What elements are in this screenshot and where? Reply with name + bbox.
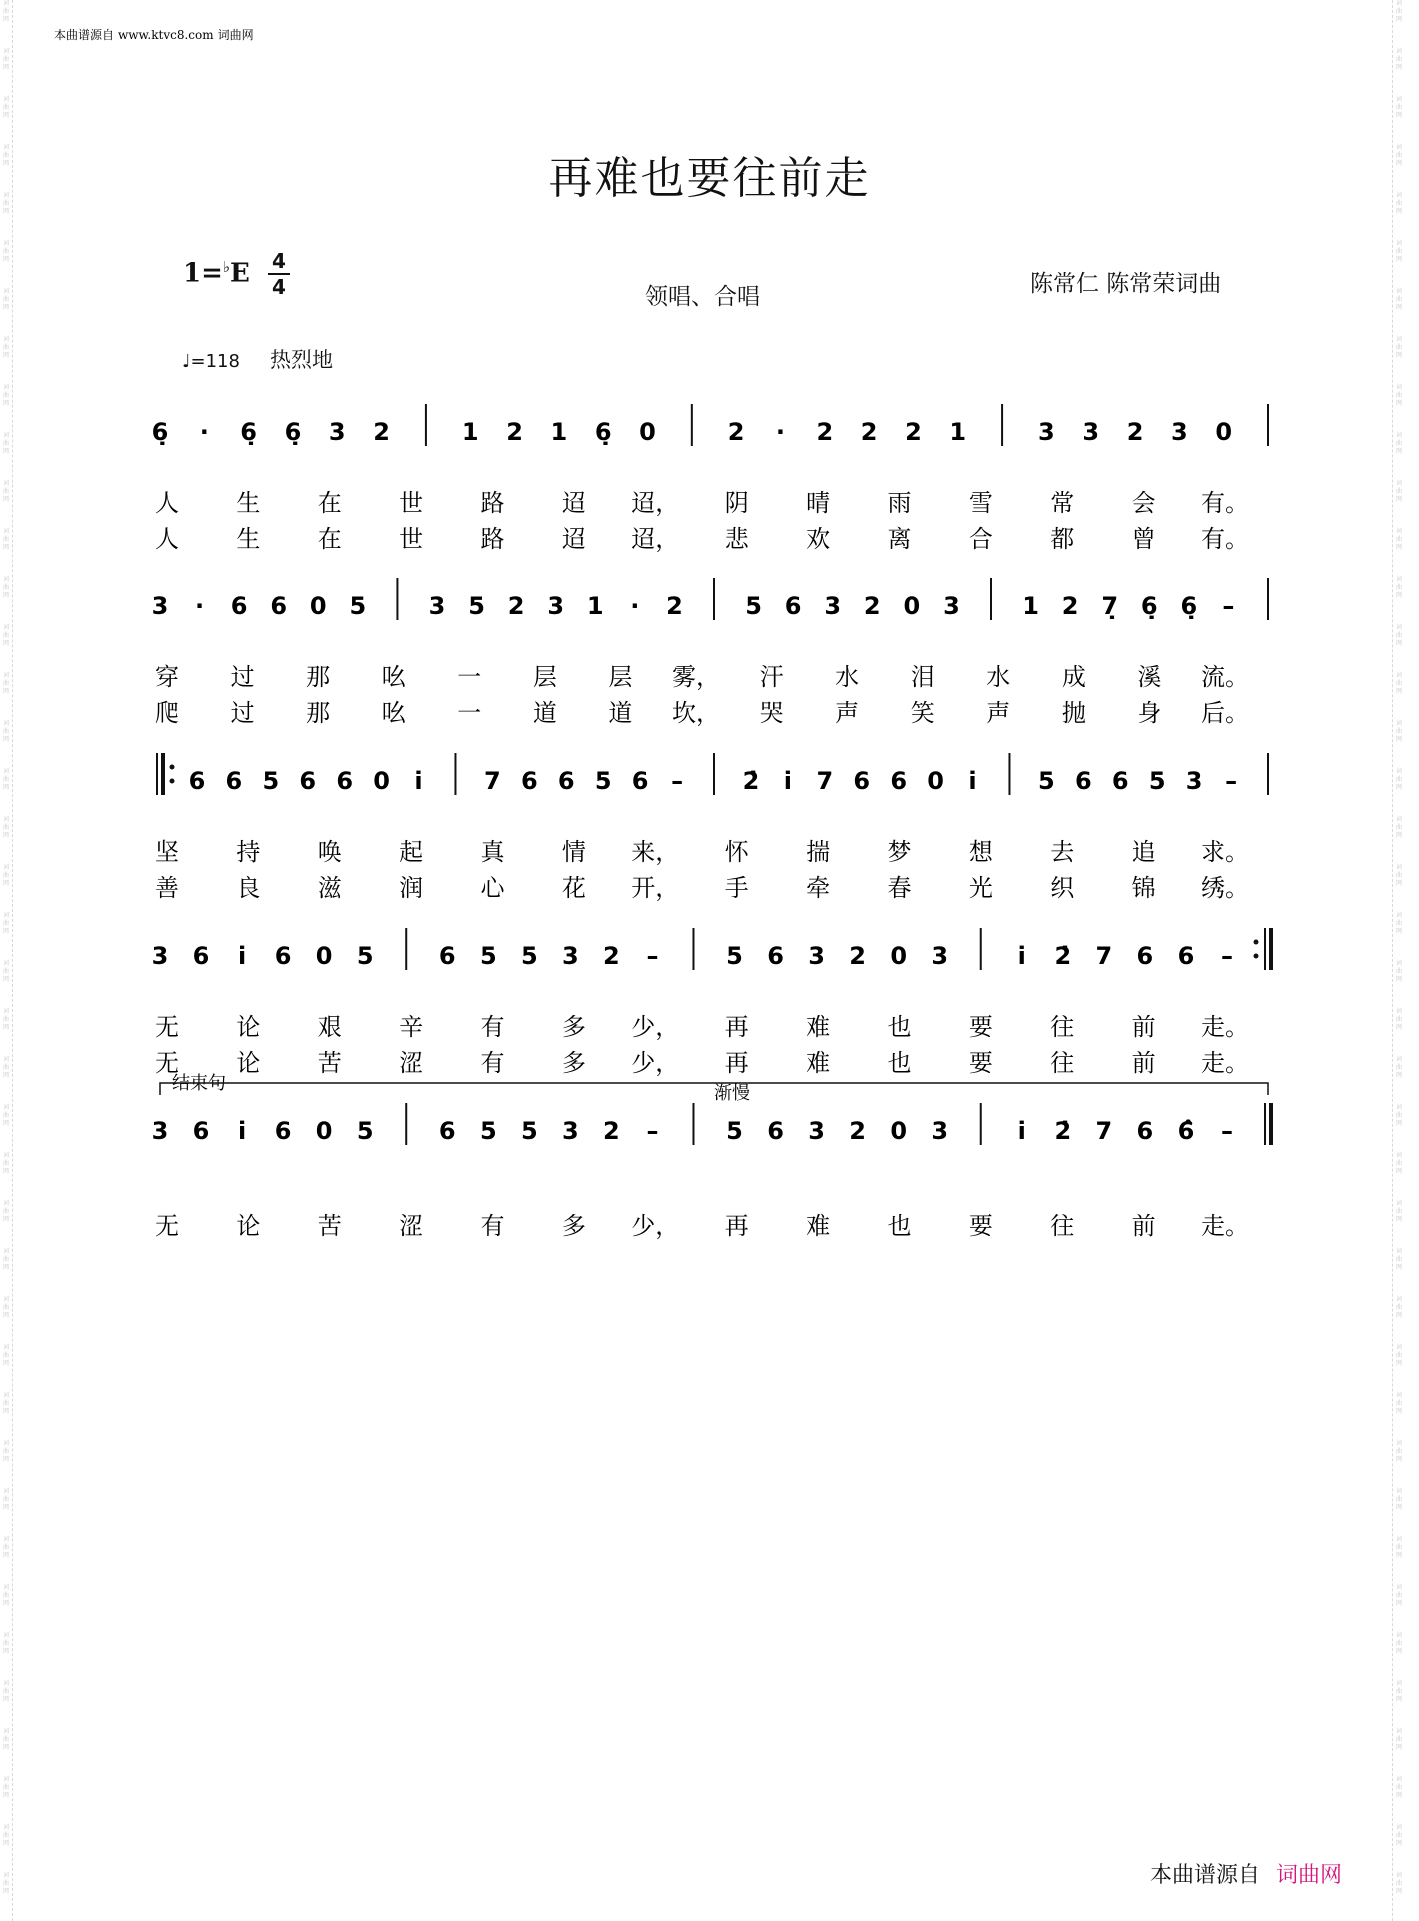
note: 3 [151, 942, 169, 970]
lyric-char: 起 [399, 838, 424, 866]
note: 5 [594, 767, 612, 795]
lyric-char: 路 [480, 525, 505, 553]
right-watermark-strip: 词 曲 网 词 曲 网 词 曲 网 词 曲 网 词 曲 网 词 曲 网 词 曲 网 词 曲 网 词 曲 网 词 曲 网 词 曲 网 词 曲 网 词 曲 网 词 曲 网 词 曲 网 词 曲 网 词 曲 网 词 曲 网 词 曲 网 词 曲 网 词 曲 网 词 曲 网 词 曲 网 词 曲 网 词 曲 网 词 曲 网 词 曲 网 词 曲 网 词 曲 网 词 曲 网 词 曲 网 词 曲 网 词 曲 网 词 曲 网 词 曲 网 词 曲 网 词 曲 网 词 曲 网 词 曲 网 词 曲 网 [1392, 0, 1405, 1921]
lyric-char: 开， [631, 874, 680, 902]
lyric-char: 牵 [806, 874, 831, 902]
note: 2 [860, 418, 878, 446]
note: 0 [903, 592, 921, 620]
lyric-char: 也 [887, 1049, 912, 1077]
note: 6 [631, 767, 649, 795]
note: 3 [1171, 418, 1188, 446]
note: 6 [274, 1117, 292, 1145]
lyric-char: 春 [887, 874, 912, 902]
flat-sign: ♭ [222, 258, 230, 276]
note: 2 [905, 418, 922, 446]
note: 3 [1038, 418, 1055, 446]
lyric-char: 情 [561, 838, 586, 866]
lyric-char: 多 [561, 1212, 586, 1240]
note: 3 [562, 1117, 579, 1145]
lyric-char: 世 [399, 489, 424, 517]
lyric-char: 迢， [631, 525, 680, 553]
note: 5 [726, 942, 743, 970]
lyric-char: 无 [155, 1013, 179, 1041]
note: 6 [853, 767, 871, 795]
note: 5 [1148, 767, 1166, 795]
lyric-char: 层 [532, 663, 557, 691]
note: 5 [1038, 767, 1055, 795]
note: 3 [808, 1117, 825, 1145]
note: 6̣ [151, 418, 169, 446]
lyric-char: 织 [1050, 874, 1075, 902]
note: 2̇ [742, 767, 760, 795]
ritardando-label: 渐慢 [714, 1083, 750, 1104]
lyric-char: 那 [306, 699, 331, 727]
note: 1 [1022, 592, 1039, 620]
note: – [1225, 767, 1238, 795]
lyric-char: 怀 [724, 838, 749, 866]
footer-credit [1150, 1858, 1342, 1889]
song-title: 再难也要往前走 [548, 153, 871, 204]
lyric-char: 走。 [1201, 1212, 1249, 1240]
lyric-char: 艰 [317, 1013, 342, 1041]
note: 6 [336, 767, 354, 795]
note: 6 [438, 1117, 456, 1145]
left-watermark-strip: 词 曲 网 词 曲 网 词 曲 网 词 曲 网 词 曲 网 词 曲 网 词 曲 网 词 曲 网 词 曲 网 词 曲 网 词 曲 网 词 曲 网 词 曲 网 词 曲 网 词 曲 网 词 曲 网 词 曲 网 词 曲 网 词 曲 网 词 曲 网 词 曲 网 词 曲 网 词 曲 网 词 曲 网 词 曲 网 词 曲 网 词 曲 网 词 曲 网 词 曲 网 词 曲 网 词 曲 网 词 曲 网 词 曲 网 词 曲 网 词 曲 网 词 曲 网 词 曲 网 词 曲 网 词 曲 网 词 曲 网 [0, 0, 13, 1921]
note: 0 [315, 1117, 333, 1145]
lyric-char: 梦 [887, 838, 912, 866]
lyric-char: 迢 [561, 489, 586, 517]
note: 2 [849, 942, 866, 970]
note: 7 [484, 767, 501, 795]
lyric-char: 往 [1050, 1212, 1075, 1240]
lyric-char: 迢， [631, 489, 680, 517]
lyric-char: 要 [968, 1013, 993, 1041]
note: 6 [1177, 942, 1195, 970]
lyric-char: 生 [236, 525, 261, 553]
note: 2 [863, 592, 881, 620]
note: 6 [270, 592, 288, 620]
lyric-char: 无 [155, 1049, 179, 1077]
note: – [646, 942, 659, 970]
note: 6 [1136, 942, 1154, 970]
lyric-char: 再 [724, 1013, 749, 1041]
lyric-char: 锦 [1131, 874, 1156, 902]
note: i̇ [1017, 1117, 1026, 1145]
lyric-char: 少， [631, 1049, 680, 1077]
lyric-char: 论 [236, 1013, 261, 1041]
note: 6 [274, 942, 292, 970]
lyric-char: 滋 [317, 874, 342, 902]
note: 5 [520, 942, 538, 970]
time-signature-top: 4 [272, 249, 286, 273]
note: i̇ [968, 767, 977, 795]
note: 2 [603, 1117, 620, 1145]
note: 6 [192, 1117, 210, 1145]
lyric-char: 绣。 [1201, 874, 1249, 902]
note: 6 [520, 767, 538, 795]
note: 0 [927, 767, 944, 795]
lyric-char: 泪 [910, 663, 935, 691]
lyric-char: 溪 [1137, 663, 1162, 691]
lyric-char: 来， [631, 838, 680, 866]
lyric-char: 光 [968, 874, 993, 902]
note: 1 [949, 418, 967, 446]
lyric-char: 人 [155, 525, 179, 553]
lyric-char: 成 [1061, 663, 1086, 691]
note: 2 [727, 418, 745, 446]
lyric-char: 流。 [1201, 663, 1249, 691]
lyric-char: 良 [236, 874, 261, 902]
lyric-char: 少， [631, 1013, 680, 1041]
lyric-char: 身 [1137, 699, 1162, 727]
note: 2 [849, 1117, 866, 1145]
note: 2 [506, 418, 523, 446]
lyric-char: 哭 [759, 699, 784, 727]
note: 6̣ [1140, 592, 1158, 620]
lyric-char: 有。 [1201, 525, 1249, 553]
lyric-char: 再 [724, 1049, 749, 1077]
note: 5 [349, 592, 367, 620]
lyric-char: 世 [399, 525, 424, 553]
lyric-char: 往 [1050, 1049, 1075, 1077]
note: 2̇ [1054, 942, 1072, 970]
watermark-site-name: 本曲谱源自 [54, 28, 115, 42]
note: · [630, 592, 640, 620]
footer-source: 本曲谱源自 [1150, 1863, 1261, 1888]
lyric-char: 离 [887, 525, 912, 553]
note: 6 [299, 767, 317, 795]
note: 5 [356, 1117, 374, 1145]
note: 3 [931, 1117, 949, 1145]
lyric-char: 穿 [155, 663, 179, 691]
lyric-char: 真 [480, 838, 505, 866]
note: 3 [328, 418, 346, 446]
lyric-char: 迢 [561, 525, 586, 553]
lyric-char: 那 [306, 663, 331, 691]
lyric-char: 过 [230, 699, 255, 727]
composer-credit: 陈常仁 陈常荣词曲 [1030, 271, 1222, 297]
note: 0 [309, 592, 327, 620]
lyric-char: 阴 [724, 489, 749, 517]
note: 3 [562, 942, 579, 970]
key-prefix: 1= [183, 258, 223, 289]
lyric-char: 雨 [887, 489, 912, 517]
lyric-char: 辛 [399, 1013, 424, 1041]
note: 6 [1136, 1117, 1154, 1145]
lyric-char: 前 [1131, 1013, 1156, 1041]
note: 3 [1082, 418, 1100, 446]
watermark-brand: 词曲网 [217, 28, 254, 42]
lyric-char: 追 [1131, 838, 1156, 866]
lyric-char: 雪 [968, 489, 993, 517]
lyric-char: 声 [986, 699, 1011, 727]
note: 2̇ [1054, 1117, 1072, 1145]
lyric-char: 论 [236, 1049, 261, 1077]
tempo-expression: 热烈地 [269, 348, 333, 372]
tempo-bpm: =118 [190, 351, 240, 372]
lyric-char: 坎， [672, 699, 720, 727]
note: i̇ [237, 942, 247, 970]
note: · [775, 418, 786, 446]
note: 5 [745, 592, 762, 620]
lyric-char: 去 [1050, 838, 1075, 866]
lyric-char: 常 [1050, 489, 1075, 517]
note: 3 [428, 592, 446, 620]
lyric-char: 抛 [1061, 699, 1086, 727]
lyric-char: 也 [887, 1013, 912, 1041]
note: 1 [461, 418, 479, 446]
lyric-char: 雾， [672, 663, 720, 691]
note: – [1222, 592, 1235, 620]
key-tonic: E [229, 258, 250, 289]
note: 6̣ [1180, 592, 1198, 620]
note: 5 [479, 942, 497, 970]
repeat-dot [1254, 954, 1259, 959]
note: 0 [1215, 418, 1233, 446]
lyric-char: 层 [608, 663, 633, 691]
note: 3 [547, 592, 565, 620]
lyric-char: 一 [457, 663, 482, 691]
note: 3 [808, 942, 825, 970]
note: 6̣ [284, 418, 302, 446]
lyric-char: 要 [968, 1049, 993, 1077]
note: 5 [726, 1117, 743, 1145]
lyric-char: 手 [724, 874, 749, 902]
note: 6 [767, 942, 784, 970]
quarter-note-icon: ♩ [182, 351, 191, 372]
lyric-char: 要 [968, 1212, 993, 1240]
note: 3 [151, 592, 169, 620]
performance-form: 领唱、合唱 [645, 284, 760, 310]
lyric-char: 也 [887, 1212, 912, 1240]
lyric-char: 曾 [1131, 525, 1156, 553]
lyric-char: 都 [1050, 525, 1075, 553]
note: – [1220, 942, 1233, 970]
note: 7 [1095, 942, 1113, 970]
note: 5 [356, 942, 374, 970]
note: 6 [767, 1117, 784, 1145]
note: 5 [520, 1117, 538, 1145]
lyric-char: 会 [1131, 489, 1156, 517]
note: 3 [1185, 767, 1203, 795]
lyric-char: 涩 [399, 1212, 424, 1240]
note: 2 [666, 592, 683, 620]
note: 6 [188, 767, 206, 795]
note: 0 [639, 418, 656, 446]
note: 5 [468, 592, 485, 620]
lyric-char: 走。 [1201, 1013, 1249, 1041]
note: 6 [1074, 767, 1092, 795]
lyric-char: 吆 [381, 699, 406, 727]
note: 5 [262, 767, 280, 795]
note: 0 [890, 942, 908, 970]
note: 3 [931, 942, 949, 970]
lyric-char: 少， [631, 1212, 680, 1240]
note: 7̣ [1101, 592, 1119, 620]
note: 2 [373, 418, 390, 446]
lyric-char: 前 [1131, 1049, 1156, 1077]
lyric-char: 道 [608, 699, 633, 727]
lyric-char: 论 [236, 1212, 261, 1240]
lyric-char: 求。 [1201, 838, 1249, 866]
footer-brand: 词曲网 [1276, 1863, 1343, 1888]
lyric-char: 在 [317, 489, 342, 517]
lyric-char: 善 [155, 874, 179, 902]
note: i̇ [237, 1117, 247, 1145]
note: 6 [438, 942, 456, 970]
lyric-char: 有 [480, 1212, 505, 1240]
lyric-char: 多 [561, 1013, 586, 1041]
note: i̇ [414, 767, 423, 795]
note: 7 [1095, 1117, 1113, 1145]
note: 6 [890, 767, 908, 795]
lyric-char: 苦 [317, 1049, 342, 1077]
note: 6 [1111, 767, 1129, 795]
note: · [199, 418, 209, 446]
lyric-char: 有 [480, 1049, 505, 1077]
lyric-char: 爬 [155, 699, 179, 727]
lyric-char: 润 [399, 874, 424, 902]
note: 1 [586, 592, 604, 620]
lyric-char: 路 [480, 489, 505, 517]
note: – [1220, 1117, 1233, 1145]
lyric-char: 持 [236, 838, 261, 866]
lyric-char: 揣 [806, 838, 831, 866]
lyric-char: 吆 [381, 663, 406, 691]
lyric-char: 难 [806, 1049, 831, 1077]
lyric-char: 有。 [1201, 489, 1249, 517]
note: i̇ [783, 767, 792, 795]
lyric-char: 唤 [317, 838, 342, 866]
lyric-char: 花 [561, 874, 586, 902]
lyric-char: 想 [968, 838, 993, 866]
note: 6 [225, 767, 243, 795]
note: 2 [507, 592, 525, 620]
note: 6 [192, 942, 210, 970]
lyric-char: 坚 [155, 838, 179, 866]
note: 5 [479, 1117, 497, 1145]
lyric-char: 一 [457, 699, 482, 727]
lyric-char: 合 [968, 525, 993, 553]
lyric-char: 有 [480, 1013, 505, 1041]
lyric-char: 走。 [1201, 1049, 1249, 1077]
lyric-char: 难 [806, 1212, 831, 1240]
lyric-char: 难 [806, 1013, 831, 1041]
lyric-char: 涩 [399, 1049, 424, 1077]
lyric-char: 后。 [1201, 699, 1249, 727]
lyric-char: 欢 [806, 525, 831, 553]
lyric-char: 再 [724, 1212, 749, 1240]
lyric-char: 道 [532, 699, 557, 727]
note: 6̣ [240, 418, 257, 446]
note: 3 [824, 592, 842, 620]
note: 6̂ [1177, 1117, 1195, 1145]
lyric-char: 晴 [806, 489, 831, 517]
note: – [646, 1117, 659, 1145]
lyric-char: 心 [480, 874, 505, 902]
note: 0 [373, 767, 390, 795]
note: 3 [151, 1117, 169, 1145]
lyric-char: 往 [1050, 1013, 1075, 1041]
lyric-char: 水 [835, 663, 860, 691]
note: 2 [603, 942, 620, 970]
lyric-char: 水 [986, 663, 1011, 691]
note: 7 [816, 767, 834, 795]
note: 0 [315, 942, 333, 970]
lyric-char: 在 [317, 525, 342, 553]
note: i̇ [1017, 942, 1026, 970]
note: 0 [890, 1117, 908, 1145]
repeat-dot [1254, 940, 1259, 945]
repeat-dot [170, 765, 175, 770]
ending-label: 结束句 [172, 1073, 226, 1094]
note: 1 [550, 418, 568, 446]
time-signature-bottom: 4 [272, 275, 286, 299]
note: · [195, 592, 205, 620]
note: 3 [943, 592, 960, 620]
repeat-dot [170, 779, 175, 784]
lyric-char: 多 [561, 1049, 586, 1077]
watermark-url: www.ktvc8.com [118, 28, 214, 42]
lyric-char: 无 [155, 1212, 179, 1240]
lyric-char: 前 [1131, 1212, 1156, 1240]
lyric-char: 悲 [724, 525, 749, 553]
note: 6 [784, 592, 802, 620]
note: – [671, 767, 684, 795]
note: 2 [1126, 418, 1144, 446]
lyric-char: 过 [230, 663, 255, 691]
note: 6 [557, 767, 575, 795]
lyric-char: 人 [155, 489, 179, 517]
lyric-char: 汗 [759, 663, 784, 691]
note: 2 [1061, 592, 1079, 620]
note: 6̣ [594, 418, 612, 446]
note: 6 [230, 592, 248, 620]
lyric-char: 苦 [317, 1212, 342, 1240]
lyric-char: 笑 [910, 699, 935, 727]
lyric-char: 生 [236, 489, 261, 517]
note: 2 [816, 418, 834, 446]
lyric-char: 声 [835, 699, 860, 727]
